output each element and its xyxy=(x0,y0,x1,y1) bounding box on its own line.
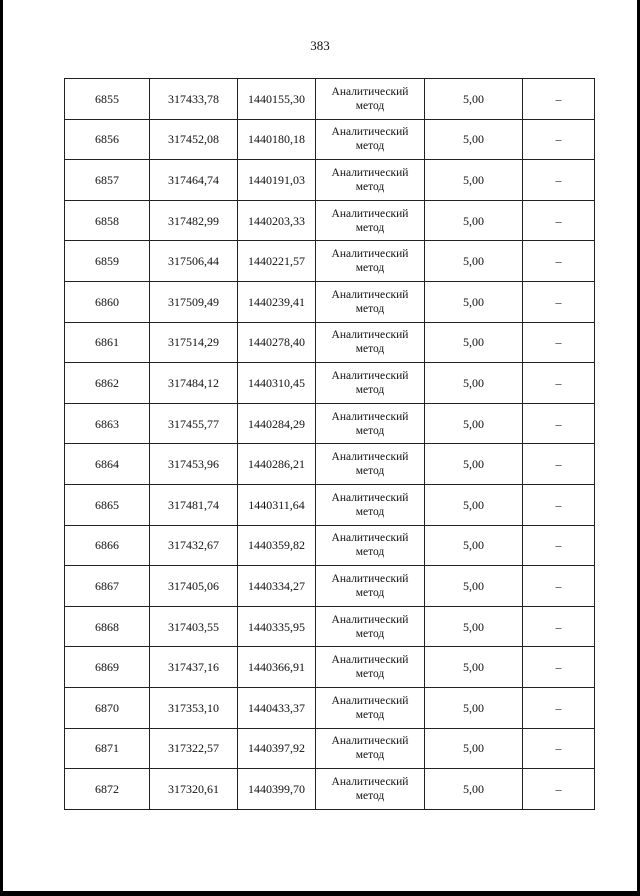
method-line1: Аналитический xyxy=(331,572,409,585)
method-cell xyxy=(316,566,425,607)
x-coordinate-cell: 317433,78 xyxy=(150,79,238,120)
accuracy-value-cell: 5,00 xyxy=(425,322,523,363)
method-line2: метод xyxy=(355,546,385,559)
method-line2: метод xyxy=(355,262,385,275)
extra-cell: – xyxy=(523,322,595,363)
x-coordinate-cell: 317320,61 xyxy=(150,769,238,810)
point-id-cell: 6871 xyxy=(65,728,150,769)
method-cell xyxy=(316,728,425,769)
extra-cell: – xyxy=(523,769,595,810)
method-line2: метод xyxy=(355,586,385,599)
method-line2: метод xyxy=(355,627,385,640)
point-id-cell: 6866 xyxy=(65,525,150,566)
table-body xyxy=(65,79,595,810)
table-row xyxy=(65,160,595,201)
accuracy-value-cell: 5,00 xyxy=(425,484,523,525)
method-line1: Аналитический xyxy=(331,207,409,220)
x-coordinate-cell: 317353,10 xyxy=(150,687,238,728)
point-id-cell: 6872 xyxy=(65,769,150,810)
point-id-cell: 6862 xyxy=(65,363,150,404)
y-coordinate-cell: 1440359,82 xyxy=(238,525,316,566)
point-id-cell: 6855 xyxy=(65,79,150,120)
method-cell xyxy=(316,160,425,201)
method-cell xyxy=(316,525,425,566)
method-line1: Аналитический xyxy=(331,735,409,748)
table-row xyxy=(65,769,595,810)
extra-cell: – xyxy=(523,403,595,444)
method-line2: метод xyxy=(355,668,385,681)
extra-cell: – xyxy=(523,444,595,485)
accuracy-value-cell: 5,00 xyxy=(425,363,523,404)
method-line1: Аналитический xyxy=(331,288,409,301)
method-line1: Аналитический xyxy=(331,491,409,504)
accuracy-value-cell: 5,00 xyxy=(425,687,523,728)
extra-cell: – xyxy=(523,728,595,769)
table-row xyxy=(65,79,595,120)
table-row xyxy=(65,525,595,566)
extra-cell: – xyxy=(523,484,595,525)
method-line2: метод xyxy=(355,221,385,234)
method-line1: Аналитический xyxy=(331,369,409,382)
y-coordinate-cell: 1440180,18 xyxy=(238,119,316,160)
x-coordinate-cell: 317482,99 xyxy=(150,200,238,241)
extra-cell: – xyxy=(523,160,595,201)
y-coordinate-cell: 1440366,91 xyxy=(238,647,316,688)
accuracy-value-cell: 5,00 xyxy=(425,769,523,810)
extra-cell: – xyxy=(523,647,595,688)
extra-cell: – xyxy=(523,606,595,647)
table-row xyxy=(65,281,595,322)
accuracy-value-cell: 5,00 xyxy=(425,119,523,160)
x-coordinate-cell: 317514,29 xyxy=(150,322,238,363)
point-id-cell: 6863 xyxy=(65,403,150,444)
y-coordinate-cell: 1440278,40 xyxy=(238,322,316,363)
x-coordinate-cell: 317484,12 xyxy=(150,363,238,404)
x-coordinate-cell: 317464,74 xyxy=(150,160,238,201)
method-line2: метод xyxy=(355,99,385,112)
extra-cell: – xyxy=(523,525,595,566)
method-cell xyxy=(316,200,425,241)
x-coordinate-cell: 317452,08 xyxy=(150,119,238,160)
accuracy-value-cell: 5,00 xyxy=(425,160,523,201)
point-id-cell: 6867 xyxy=(65,566,150,607)
method-line1: Аналитический xyxy=(331,613,409,626)
accuracy-value-cell: 5,00 xyxy=(425,728,523,769)
table-row xyxy=(65,728,595,769)
table-row xyxy=(65,322,595,363)
method-line1: Аналитический xyxy=(331,329,409,342)
method-line2: метод xyxy=(355,505,385,518)
y-coordinate-cell: 1440335,95 xyxy=(238,606,316,647)
accuracy-value-cell: 5,00 xyxy=(425,444,523,485)
x-coordinate-cell: 317455,77 xyxy=(150,403,238,444)
point-id-cell: 6858 xyxy=(65,200,150,241)
method-line1: Аналитический xyxy=(331,532,409,545)
method-cell xyxy=(316,687,425,728)
table-row xyxy=(65,647,595,688)
extra-cell: – xyxy=(523,687,595,728)
method-cell xyxy=(316,363,425,404)
method-line1: Аналитический xyxy=(331,410,409,423)
coordinates-table xyxy=(64,78,595,810)
method-cell xyxy=(316,119,425,160)
method-cell xyxy=(316,444,425,485)
point-id-cell: 6861 xyxy=(65,322,150,363)
x-coordinate-cell: 317405,06 xyxy=(150,566,238,607)
y-coordinate-cell: 1440203,33 xyxy=(238,200,316,241)
table-row xyxy=(65,403,595,444)
method-cell xyxy=(316,281,425,322)
method-line2: метод xyxy=(355,302,385,315)
method-line2: метод xyxy=(355,708,385,721)
point-id-cell: 6864 xyxy=(65,444,150,485)
method-cell xyxy=(316,484,425,525)
extra-cell: – xyxy=(523,241,595,282)
table-row xyxy=(65,119,595,160)
point-id-cell: 6856 xyxy=(65,119,150,160)
method-line1: Аналитический xyxy=(331,775,409,788)
table-row xyxy=(65,241,595,282)
table-row xyxy=(65,363,595,404)
x-coordinate-cell: 317506,44 xyxy=(150,241,238,282)
y-coordinate-cell: 1440399,70 xyxy=(238,769,316,810)
accuracy-value-cell: 5,00 xyxy=(425,525,523,566)
method-cell xyxy=(316,647,425,688)
method-line1: Аналитический xyxy=(331,248,409,261)
y-coordinate-cell: 1440397,92 xyxy=(238,728,316,769)
accuracy-value-cell: 5,00 xyxy=(425,79,523,120)
method-line1: Аналитический xyxy=(331,694,409,707)
point-id-cell: 6868 xyxy=(65,606,150,647)
point-id-cell: 6865 xyxy=(65,484,150,525)
method-line2: метод xyxy=(355,789,385,802)
method-cell xyxy=(316,606,425,647)
extra-cell: – xyxy=(523,566,595,607)
method-line2: метод xyxy=(355,749,385,762)
method-line1: Аналитический xyxy=(331,166,409,179)
table-row xyxy=(65,566,595,607)
y-coordinate-cell: 1440286,21 xyxy=(238,444,316,485)
y-coordinate-cell: 1440221,57 xyxy=(238,241,316,282)
accuracy-value-cell: 5,00 xyxy=(425,281,523,322)
y-coordinate-cell: 1440284,29 xyxy=(238,403,316,444)
method-cell xyxy=(316,79,425,120)
x-coordinate-cell: 317437,16 xyxy=(150,647,238,688)
point-id-cell: 6869 xyxy=(65,647,150,688)
method-cell xyxy=(316,769,425,810)
accuracy-value-cell: 5,00 xyxy=(425,647,523,688)
x-coordinate-cell: 317453,96 xyxy=(150,444,238,485)
table-row xyxy=(65,200,595,241)
x-coordinate-cell: 317509,49 xyxy=(150,281,238,322)
method-cell xyxy=(316,241,425,282)
point-id-cell: 6860 xyxy=(65,281,150,322)
table-row xyxy=(65,606,595,647)
x-coordinate-cell: 317322,57 xyxy=(150,728,238,769)
method-line2: метод xyxy=(355,424,385,437)
table-row xyxy=(65,687,595,728)
method-line2: метод xyxy=(355,383,385,396)
extra-cell: – xyxy=(523,281,595,322)
point-id-cell: 6857 xyxy=(65,160,150,201)
accuracy-value-cell: 5,00 xyxy=(425,200,523,241)
table-row xyxy=(65,444,595,485)
x-coordinate-cell: 317432,67 xyxy=(150,525,238,566)
page-number: 383 xyxy=(310,38,330,53)
extra-cell: – xyxy=(523,363,595,404)
y-coordinate-cell: 1440155,30 xyxy=(238,79,316,120)
method-line1: Аналитический xyxy=(331,654,409,667)
y-coordinate-cell: 1440311,64 xyxy=(238,484,316,525)
accuracy-value-cell: 5,00 xyxy=(425,606,523,647)
method-line2: метод xyxy=(355,140,385,153)
x-coordinate-cell: 317403,55 xyxy=(150,606,238,647)
point-id-cell: 6859 xyxy=(65,241,150,282)
table-row xyxy=(65,484,595,525)
method-line1: Аналитический xyxy=(331,126,409,139)
accuracy-value-cell: 5,00 xyxy=(425,566,523,607)
method-cell xyxy=(316,403,425,444)
method-line1: Аналитический xyxy=(331,85,409,98)
accuracy-value-cell: 5,00 xyxy=(425,403,523,444)
y-coordinate-cell: 1440433,37 xyxy=(238,687,316,728)
extra-cell: – xyxy=(523,200,595,241)
y-coordinate-cell: 1440239,41 xyxy=(238,281,316,322)
method-line2: метод xyxy=(355,343,385,356)
y-coordinate-cell: 1440310,45 xyxy=(238,363,316,404)
point-id-cell: 6870 xyxy=(65,687,150,728)
extra-cell: – xyxy=(523,119,595,160)
extra-cell: – xyxy=(523,79,595,120)
method-cell xyxy=(316,322,425,363)
x-coordinate-cell: 317481,74 xyxy=(150,484,238,525)
method-line2: метод xyxy=(355,465,385,478)
accuracy-value-cell: 5,00 xyxy=(425,241,523,282)
y-coordinate-cell: 1440191,03 xyxy=(238,160,316,201)
y-coordinate-cell: 1440334,27 xyxy=(238,566,316,607)
method-line1: Аналитический xyxy=(331,451,409,464)
method-line2: метод xyxy=(355,180,385,193)
